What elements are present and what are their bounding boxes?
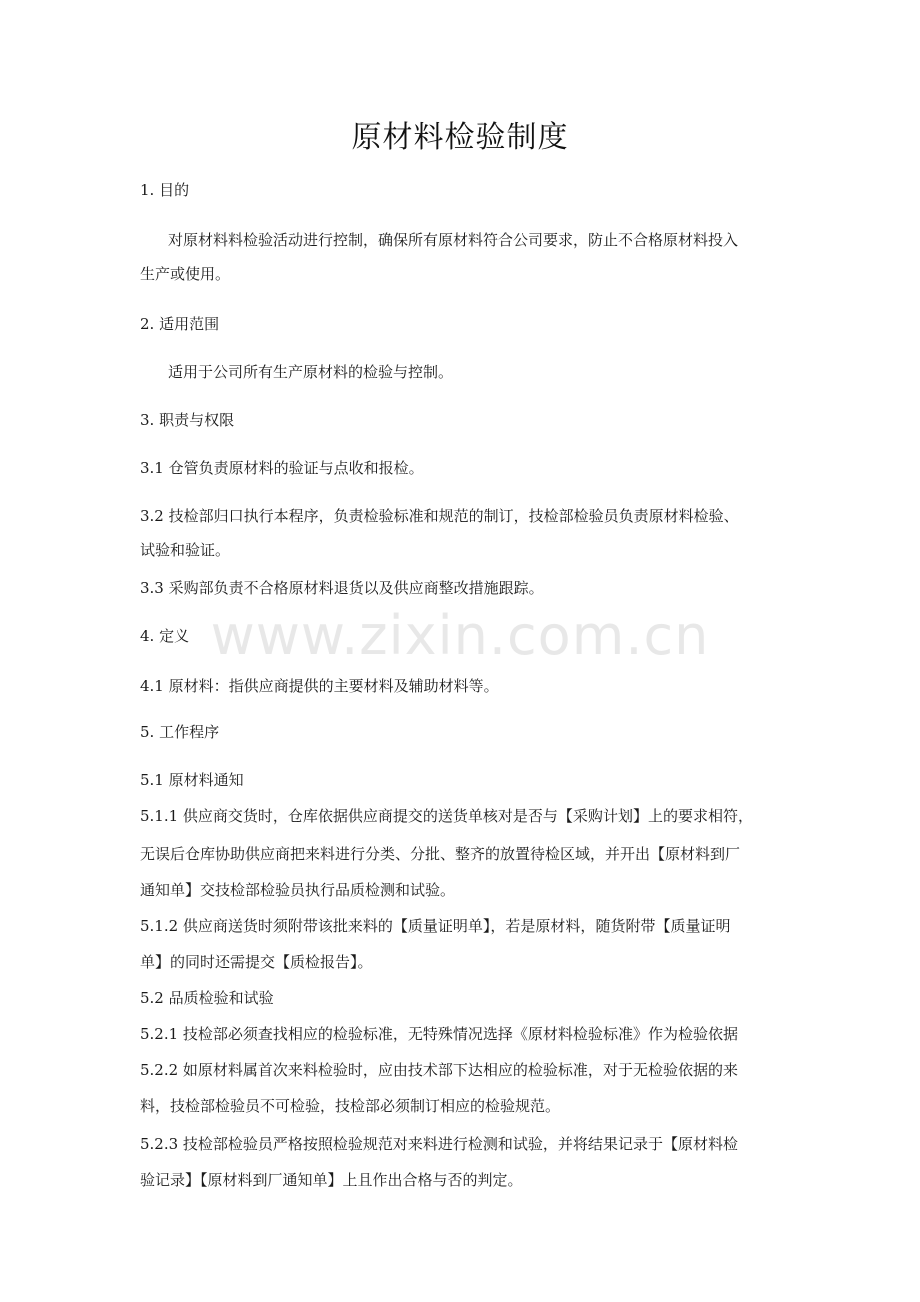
paragraph-line: 4.1 原材料：指供应商提供的主要材料及辅助材料等。 [140,677,499,695]
paragraph-line: 单】的同时还需提交【质检报告】。 [140,953,373,971]
paragraph-line: 通知单】交技检部检验员执行品质检测和试验。 [140,881,456,899]
paragraph-line: 3.1 仓管负责原材料的验证与点收和报检。 [140,459,424,477]
section-heading-scope: 2. 适用范围 [140,315,220,333]
paragraph-line: 3.3 采购部负责不合格原材料退货以及供应商整改措施跟踪。 [140,579,544,597]
paragraph-line: 试验和验证。 [140,541,231,559]
watermark-text: www.zixin.com.cn [210,604,710,667]
paragraph-line: 验记录】【原材料到厂通知单】上且作出合格与否的判定。 [140,1171,523,1189]
paragraph-line: 适用于公司所有生产原材料的检验与控制。 [168,363,454,381]
paragraph-line: 对原材料料检验活动进行控制，确保所有原材料符合公司要求，防止不合格原材料投入 [168,231,739,249]
section-heading-purpose: 1. 目的 [140,181,190,199]
paragraph-line: 5.2.1 技检部必须查找相应的检验标准，无特殊情况选择《原材料检验标准》作为检验依据 [140,1025,738,1043]
paragraph-line: 5.1.2 供应商送货时须附带该批来料的【质量证明单】，若是原材料，随货附带【质量证明 [140,917,731,935]
paragraph-line: 5.2.2 如原材料属首次来料检验时，应由技术部下达相应的检验标准，对于无检验依据的来 [140,1061,738,1079]
section-heading-responsibility: 3. 职责与权限 [140,411,235,429]
paragraph-line: 5.1.1 供应商交货时，仓库依据供应商提交的送货单核对是否与【采购计划】上的要求相符， [140,807,753,825]
paragraph-line: 料，技检部检验员不可检验，技检部必须制订相应的检验规范。 [140,1097,561,1115]
subsection-heading: 5.1 原材料通知 [140,771,244,789]
section-heading-definition: 4. 定义 [140,627,190,645]
section-heading-procedure: 5. 工作程序 [140,723,220,741]
paragraph-line: 5.2.3 技检部检验员严格按照检验规范对来料进行检测和试验，并将结果记录于【原材料检 [140,1135,738,1153]
subsection-heading: 5.2 品质检验和试验 [140,989,274,1007]
document-title: 原材料检验制度 [351,120,569,155]
paragraph-line: 无误后仓库协助供应商把来料进行分类、分批、整齐的放置待检区域，并开出【原材料到厂 [140,845,741,863]
paragraph-line: 3.2 技检部归口执行本程序，负责检验标准和规范的制订，技检部检验员负责原材料检验、 [140,507,739,525]
paragraph-line: 生产或使用。 [140,265,231,283]
